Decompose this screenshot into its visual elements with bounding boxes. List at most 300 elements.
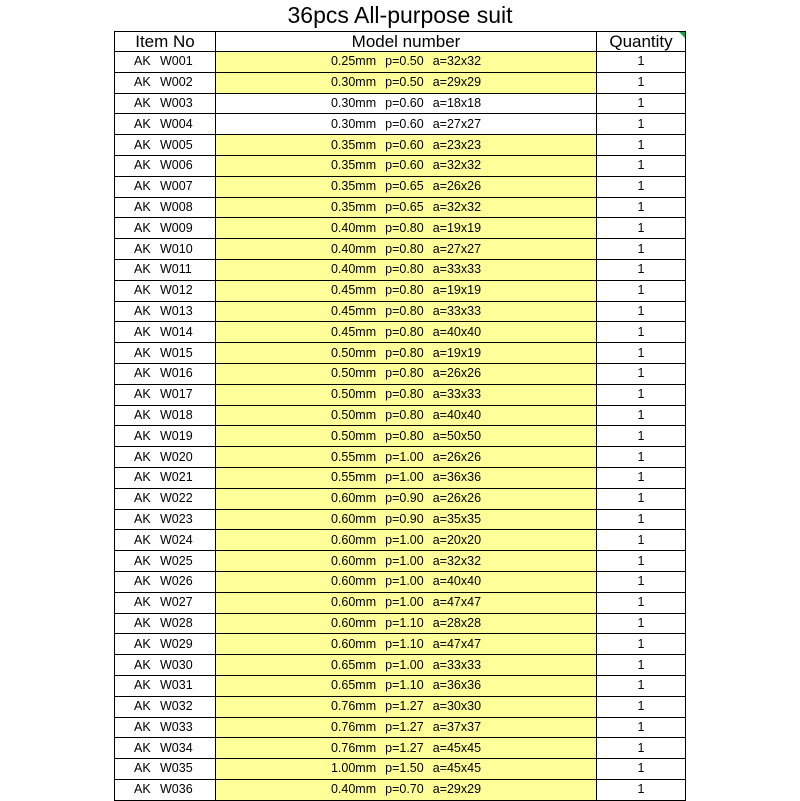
item-code: W032 bbox=[160, 699, 193, 714]
quantity-cell: 1 bbox=[597, 259, 686, 280]
model-area: a=18x18 bbox=[432, 95, 482, 110]
table-row bbox=[115, 218, 686, 239]
item-no-cell bbox=[115, 613, 216, 634]
item-prefix: AK bbox=[134, 199, 151, 214]
model-size: 0.50mm bbox=[330, 387, 377, 402]
model-size: 0.65mm bbox=[330, 678, 377, 693]
quantity-cell: 1 bbox=[597, 613, 686, 634]
model-area: a=32x32 bbox=[432, 553, 482, 568]
model-area: a=35x35 bbox=[432, 511, 482, 526]
model-pitch: p=0.80 bbox=[385, 262, 424, 277]
model-area: a=45x45 bbox=[432, 740, 482, 755]
model-area: a=29x29 bbox=[432, 75, 482, 90]
model-pitch: p=1.27 bbox=[385, 719, 424, 734]
table-row bbox=[115, 239, 686, 260]
item-prefix: AK bbox=[134, 324, 151, 339]
item-prefix: AK bbox=[134, 220, 151, 235]
model-size: 1.00mm bbox=[330, 761, 377, 776]
model-pitch: p=0.60 bbox=[385, 95, 424, 110]
model-pitch: p=1.00 bbox=[385, 553, 424, 568]
item-prefix: AK bbox=[134, 532, 151, 547]
model-number-cell bbox=[216, 675, 597, 696]
model-area: a=32x32 bbox=[432, 199, 482, 214]
model-pitch: p=0.80 bbox=[385, 324, 424, 339]
item-no-cell bbox=[115, 239, 216, 260]
item-no-cell bbox=[115, 218, 216, 239]
model-area: a=28x28 bbox=[432, 615, 482, 630]
item-no-cell bbox=[115, 530, 216, 551]
table-row bbox=[115, 72, 686, 93]
model-area: a=40x40 bbox=[432, 574, 482, 589]
quantity-cell: 1 bbox=[597, 779, 686, 800]
model-area: a=33x33 bbox=[432, 657, 482, 672]
quantity-cell: 1 bbox=[597, 384, 686, 405]
quantity-cell: 1 bbox=[597, 363, 686, 384]
model-number-cell bbox=[216, 197, 597, 218]
table-row bbox=[115, 759, 686, 780]
item-no-cell bbox=[115, 655, 216, 676]
model-size: 0.60mm bbox=[330, 491, 377, 506]
model-size: 0.50mm bbox=[330, 407, 377, 422]
item-prefix: AK bbox=[134, 54, 151, 69]
model-pitch: p=0.80 bbox=[385, 283, 424, 298]
item-prefix: AK bbox=[134, 137, 151, 152]
item-prefix: AK bbox=[134, 761, 151, 776]
item-code: W016 bbox=[160, 366, 193, 381]
item-code: W001 bbox=[160, 54, 193, 69]
model-pitch: p=1.00 bbox=[385, 532, 424, 547]
item-code: W014 bbox=[160, 324, 193, 339]
model-pitch: p=0.90 bbox=[385, 511, 424, 526]
quantity-cell: 1 bbox=[597, 176, 686, 197]
model-pitch: p=1.10 bbox=[385, 678, 424, 693]
item-no-cell bbox=[115, 426, 216, 447]
item-prefix: AK bbox=[134, 595, 151, 610]
model-number-cell bbox=[216, 176, 597, 197]
item-no-cell bbox=[115, 93, 216, 114]
item-prefix: AK bbox=[134, 428, 151, 443]
model-area: a=37x37 bbox=[432, 719, 482, 734]
quantity-cell: 1 bbox=[597, 301, 686, 322]
quantity-cell: 1 bbox=[597, 509, 686, 530]
quantity-cell: 1 bbox=[597, 72, 686, 93]
model-pitch: p=0.90 bbox=[385, 491, 424, 506]
quantity-cell: 1 bbox=[597, 717, 686, 738]
model-number-cell bbox=[216, 592, 597, 613]
table-row bbox=[115, 738, 686, 759]
item-no-cell bbox=[115, 696, 216, 717]
table-row bbox=[115, 530, 686, 551]
model-number-cell bbox=[216, 530, 597, 551]
item-code: W007 bbox=[160, 179, 193, 194]
model-size: 0.40mm bbox=[330, 782, 377, 797]
item-no-cell bbox=[115, 675, 216, 696]
quantity-cell: 1 bbox=[597, 592, 686, 613]
quantity-cell: 1 bbox=[597, 405, 686, 426]
item-no-cell bbox=[115, 447, 216, 468]
model-area: a=47x47 bbox=[432, 636, 482, 651]
quantity-cell: 1 bbox=[597, 634, 686, 655]
quantity-cell: 1 bbox=[597, 426, 686, 447]
item-prefix: AK bbox=[134, 491, 151, 506]
model-area: a=33x33 bbox=[432, 262, 482, 277]
header-row bbox=[115, 32, 686, 52]
model-size: 0.45mm bbox=[330, 324, 377, 339]
item-prefix: AK bbox=[134, 553, 151, 568]
model-number-cell bbox=[216, 239, 597, 260]
table-row bbox=[115, 384, 686, 405]
item-no-cell bbox=[115, 72, 216, 93]
item-code: W022 bbox=[160, 491, 193, 506]
table-row bbox=[115, 613, 686, 634]
item-no-cell bbox=[115, 405, 216, 426]
model-pitch: p=0.80 bbox=[385, 407, 424, 422]
model-size: 0.45mm bbox=[330, 303, 377, 318]
item-prefix: AK bbox=[134, 75, 151, 90]
item-code: W020 bbox=[160, 449, 193, 464]
page-title: 36pcs All-purpose suit bbox=[287, 2, 513, 28]
item-no-cell bbox=[115, 779, 216, 800]
item-code: W023 bbox=[160, 511, 193, 526]
quantity-cell: 1 bbox=[597, 696, 686, 717]
model-number-cell bbox=[216, 343, 597, 364]
item-code: W036 bbox=[160, 782, 193, 797]
model-number-cell bbox=[216, 72, 597, 93]
item-code: W024 bbox=[160, 532, 193, 547]
quantity-cell: 1 bbox=[597, 655, 686, 676]
model-pitch: p=0.80 bbox=[385, 303, 424, 318]
item-no-cell bbox=[115, 384, 216, 405]
item-no-cell bbox=[115, 551, 216, 572]
model-area: a=30x30 bbox=[432, 699, 482, 714]
quantity-cell: 1 bbox=[597, 675, 686, 696]
header-quantity bbox=[597, 32, 686, 52]
quantity-cell: 1 bbox=[597, 322, 686, 343]
model-area: a=33x33 bbox=[432, 303, 482, 318]
model-size: 0.60mm bbox=[330, 532, 377, 547]
model-pitch: p=0.65 bbox=[385, 179, 424, 194]
item-code: W035 bbox=[160, 761, 193, 776]
item-prefix: AK bbox=[134, 366, 151, 381]
item-code: W019 bbox=[160, 428, 193, 443]
model-size: 0.40mm bbox=[330, 241, 377, 256]
quantity-cell: 1 bbox=[597, 488, 686, 509]
model-pitch: p=1.10 bbox=[385, 615, 424, 630]
model-size: 0.60mm bbox=[330, 595, 377, 610]
model-number-cell bbox=[216, 717, 597, 738]
model-number-cell bbox=[216, 779, 597, 800]
item-prefix: AK bbox=[134, 699, 151, 714]
model-pitch: p=0.60 bbox=[385, 116, 424, 131]
item-code: W009 bbox=[160, 220, 193, 235]
table-row bbox=[115, 571, 686, 592]
item-code: W031 bbox=[160, 678, 193, 693]
item-code: W011 bbox=[160, 262, 192, 277]
model-number-cell bbox=[216, 571, 597, 592]
model-area: a=33x33 bbox=[432, 387, 482, 402]
table-row bbox=[115, 114, 686, 135]
item-prefix: AK bbox=[134, 470, 151, 485]
item-prefix: AK bbox=[134, 511, 151, 526]
item-prefix: AK bbox=[134, 158, 151, 173]
item-no-cell bbox=[115, 322, 216, 343]
model-pitch: p=0.80 bbox=[385, 220, 424, 235]
model-area: a=32x32 bbox=[432, 158, 482, 173]
model-area: a=26x26 bbox=[432, 491, 482, 506]
cell-comment-marker-icon bbox=[679, 32, 685, 38]
quantity-cell: 1 bbox=[597, 114, 686, 135]
item-no-cell bbox=[115, 301, 216, 322]
model-area: a=27x27 bbox=[432, 116, 482, 131]
item-no-cell bbox=[115, 571, 216, 592]
item-code: W021 bbox=[160, 470, 193, 485]
model-pitch: p=0.80 bbox=[385, 387, 424, 402]
model-pitch: p=1.50 bbox=[385, 761, 424, 776]
model-pitch: p=1.00 bbox=[385, 470, 424, 485]
item-prefix: AK bbox=[134, 262, 151, 277]
item-code: W025 bbox=[160, 553, 193, 568]
quantity-cell: 1 bbox=[597, 52, 686, 73]
quantity-cell: 1 bbox=[597, 551, 686, 572]
model-pitch: p=1.00 bbox=[385, 449, 424, 464]
model-area: a=26x26 bbox=[432, 449, 482, 464]
header-quantity-label: Quantity bbox=[609, 31, 673, 51]
table-row bbox=[115, 447, 686, 468]
model-pitch: p=1.27 bbox=[385, 699, 424, 714]
model-number-cell bbox=[216, 696, 597, 717]
table-row bbox=[115, 301, 686, 322]
model-number-cell bbox=[216, 738, 597, 759]
model-size: 0.35mm bbox=[330, 199, 377, 214]
model-number-cell bbox=[216, 405, 597, 426]
item-prefix: AK bbox=[134, 387, 151, 402]
table-row bbox=[115, 717, 686, 738]
model-pitch: p=0.50 bbox=[385, 54, 424, 69]
model-number-cell bbox=[216, 655, 597, 676]
model-area: a=19x19 bbox=[432, 345, 482, 360]
quantity-cell: 1 bbox=[597, 343, 686, 364]
model-size: 0.60mm bbox=[330, 553, 377, 568]
model-pitch: p=0.50 bbox=[385, 75, 424, 90]
item-code: W028 bbox=[160, 615, 193, 630]
model-area: a=36x36 bbox=[432, 678, 482, 693]
item-code: W003 bbox=[160, 95, 193, 110]
item-no-cell bbox=[115, 176, 216, 197]
model-size: 0.50mm bbox=[330, 428, 377, 443]
model-area: a=19x19 bbox=[432, 283, 482, 298]
quantity-cell: 1 bbox=[597, 530, 686, 551]
model-number-cell bbox=[216, 426, 597, 447]
table-row bbox=[115, 634, 686, 655]
model-size: 0.45mm bbox=[330, 283, 377, 298]
model-area: a=23x23 bbox=[432, 137, 482, 152]
item-code: W004 bbox=[160, 116, 193, 131]
model-area: a=40x40 bbox=[432, 324, 482, 339]
model-number-cell bbox=[216, 52, 597, 73]
model-pitch: p=0.80 bbox=[385, 241, 424, 256]
table-row bbox=[115, 675, 686, 696]
table-row bbox=[115, 655, 686, 676]
parts-table bbox=[114, 31, 686, 801]
table-row bbox=[115, 280, 686, 301]
item-prefix: AK bbox=[134, 303, 151, 318]
model-number-cell bbox=[216, 114, 597, 135]
item-code: W010 bbox=[160, 241, 193, 256]
quantity-cell: 1 bbox=[597, 93, 686, 114]
model-number-cell bbox=[216, 509, 597, 530]
model-size: 0.30mm bbox=[330, 95, 377, 110]
model-pitch: p=0.60 bbox=[385, 158, 424, 173]
header-model-number: Model number bbox=[216, 32, 597, 52]
model-size: 0.35mm bbox=[330, 137, 377, 152]
model-pitch: p=0.65 bbox=[385, 199, 424, 214]
item-no-cell bbox=[115, 363, 216, 384]
item-prefix: AK bbox=[134, 116, 151, 131]
model-size: 0.55mm bbox=[330, 470, 377, 485]
table-row bbox=[115, 52, 686, 73]
item-prefix: AK bbox=[134, 283, 151, 298]
item-code: W012 bbox=[160, 283, 193, 298]
item-no-cell bbox=[115, 717, 216, 738]
model-number-cell bbox=[216, 363, 597, 384]
model-size: 0.76mm bbox=[330, 699, 377, 714]
item-prefix: AK bbox=[134, 407, 151, 422]
model-area: a=26x26 bbox=[432, 179, 482, 194]
model-size: 0.60mm bbox=[330, 636, 377, 651]
model-size: 0.65mm bbox=[330, 657, 377, 672]
model-pitch: p=0.80 bbox=[385, 345, 424, 360]
item-prefix: AK bbox=[134, 345, 151, 360]
item-prefix: AK bbox=[134, 449, 151, 464]
item-prefix: AK bbox=[134, 719, 151, 734]
table-row bbox=[115, 696, 686, 717]
table-row bbox=[115, 322, 686, 343]
item-code: W006 bbox=[160, 158, 193, 173]
item-code: W030 bbox=[160, 657, 193, 672]
model-size: 0.40mm bbox=[330, 262, 377, 277]
item-no-cell bbox=[115, 738, 216, 759]
quantity-cell: 1 bbox=[597, 738, 686, 759]
model-number-cell bbox=[216, 93, 597, 114]
model-size: 0.50mm bbox=[330, 345, 377, 360]
model-pitch: p=1.10 bbox=[385, 636, 424, 651]
item-code: W005 bbox=[160, 137, 193, 152]
item-no-cell bbox=[115, 488, 216, 509]
quantity-cell: 1 bbox=[597, 759, 686, 780]
item-no-cell bbox=[115, 155, 216, 176]
table-row bbox=[115, 467, 686, 488]
item-prefix: AK bbox=[134, 179, 151, 194]
model-number-cell bbox=[216, 259, 597, 280]
model-number-cell bbox=[216, 488, 597, 509]
table-row bbox=[115, 488, 686, 509]
model-size: 0.60mm bbox=[330, 615, 377, 630]
model-area: a=20x20 bbox=[432, 532, 482, 547]
item-prefix: AK bbox=[134, 636, 151, 651]
model-area: a=36x36 bbox=[432, 470, 482, 485]
model-number-cell bbox=[216, 384, 597, 405]
quantity-cell: 1 bbox=[597, 135, 686, 156]
item-no-cell bbox=[115, 759, 216, 780]
model-size: 0.50mm bbox=[330, 366, 377, 381]
model-number-cell bbox=[216, 759, 597, 780]
model-pitch: p=0.80 bbox=[385, 428, 424, 443]
table-row bbox=[115, 509, 686, 530]
quantity-cell: 1 bbox=[597, 218, 686, 239]
model-pitch: p=0.60 bbox=[385, 137, 424, 152]
item-code: W008 bbox=[160, 199, 193, 214]
item-code: W033 bbox=[160, 719, 193, 734]
model-area: a=50x50 bbox=[432, 428, 482, 443]
model-size: 0.60mm bbox=[330, 574, 377, 589]
model-number-cell bbox=[216, 135, 597, 156]
model-pitch: p=0.80 bbox=[385, 366, 424, 381]
item-prefix: AK bbox=[134, 95, 151, 110]
item-prefix: AK bbox=[134, 574, 151, 589]
table-row bbox=[115, 155, 686, 176]
table-row bbox=[115, 93, 686, 114]
model-size: 0.25mm bbox=[330, 54, 377, 69]
quantity-cell: 1 bbox=[597, 239, 686, 260]
item-code: W013 bbox=[160, 303, 193, 318]
table-row bbox=[115, 197, 686, 218]
model-number-cell bbox=[216, 634, 597, 655]
item-code: W027 bbox=[160, 595, 193, 610]
table-row bbox=[115, 592, 686, 613]
header-item-no: Item No bbox=[115, 32, 216, 52]
item-no-cell bbox=[115, 592, 216, 613]
table-row bbox=[115, 176, 686, 197]
item-no-cell bbox=[115, 509, 216, 530]
table-row bbox=[115, 405, 686, 426]
table-row bbox=[115, 426, 686, 447]
model-size: 0.55mm bbox=[330, 449, 377, 464]
item-prefix: AK bbox=[134, 740, 151, 755]
model-number-cell bbox=[216, 467, 597, 488]
item-prefix: AK bbox=[134, 615, 151, 630]
table-row bbox=[115, 259, 686, 280]
model-number-cell bbox=[216, 301, 597, 322]
item-prefix: AK bbox=[134, 782, 151, 797]
quantity-cell: 1 bbox=[597, 197, 686, 218]
model-size: 0.40mm bbox=[330, 220, 377, 235]
item-no-cell bbox=[115, 52, 216, 73]
item-prefix: AK bbox=[134, 241, 151, 256]
model-pitch: p=1.00 bbox=[385, 657, 424, 672]
quantity-cell: 1 bbox=[597, 467, 686, 488]
item-code: W034 bbox=[160, 740, 193, 755]
model-pitch: p=1.00 bbox=[385, 595, 424, 610]
model-pitch: p=1.00 bbox=[385, 574, 424, 589]
item-no-cell bbox=[115, 259, 216, 280]
model-size: 0.35mm bbox=[330, 158, 377, 173]
quantity-cell: 1 bbox=[597, 447, 686, 468]
model-number-cell bbox=[216, 551, 597, 572]
model-area: a=19x19 bbox=[432, 220, 482, 235]
item-code: W018 bbox=[160, 407, 193, 422]
model-area: a=47x47 bbox=[432, 595, 482, 610]
item-no-cell bbox=[115, 135, 216, 156]
model-size: 0.35mm bbox=[330, 179, 377, 194]
item-no-cell bbox=[115, 197, 216, 218]
item-prefix: AK bbox=[134, 678, 151, 693]
model-area: a=32x32 bbox=[432, 54, 482, 69]
model-number-cell bbox=[216, 280, 597, 301]
item-code: W029 bbox=[160, 636, 193, 651]
model-pitch: p=0.70 bbox=[385, 782, 424, 797]
model-size: 0.76mm bbox=[330, 740, 377, 755]
item-no-cell bbox=[115, 114, 216, 135]
